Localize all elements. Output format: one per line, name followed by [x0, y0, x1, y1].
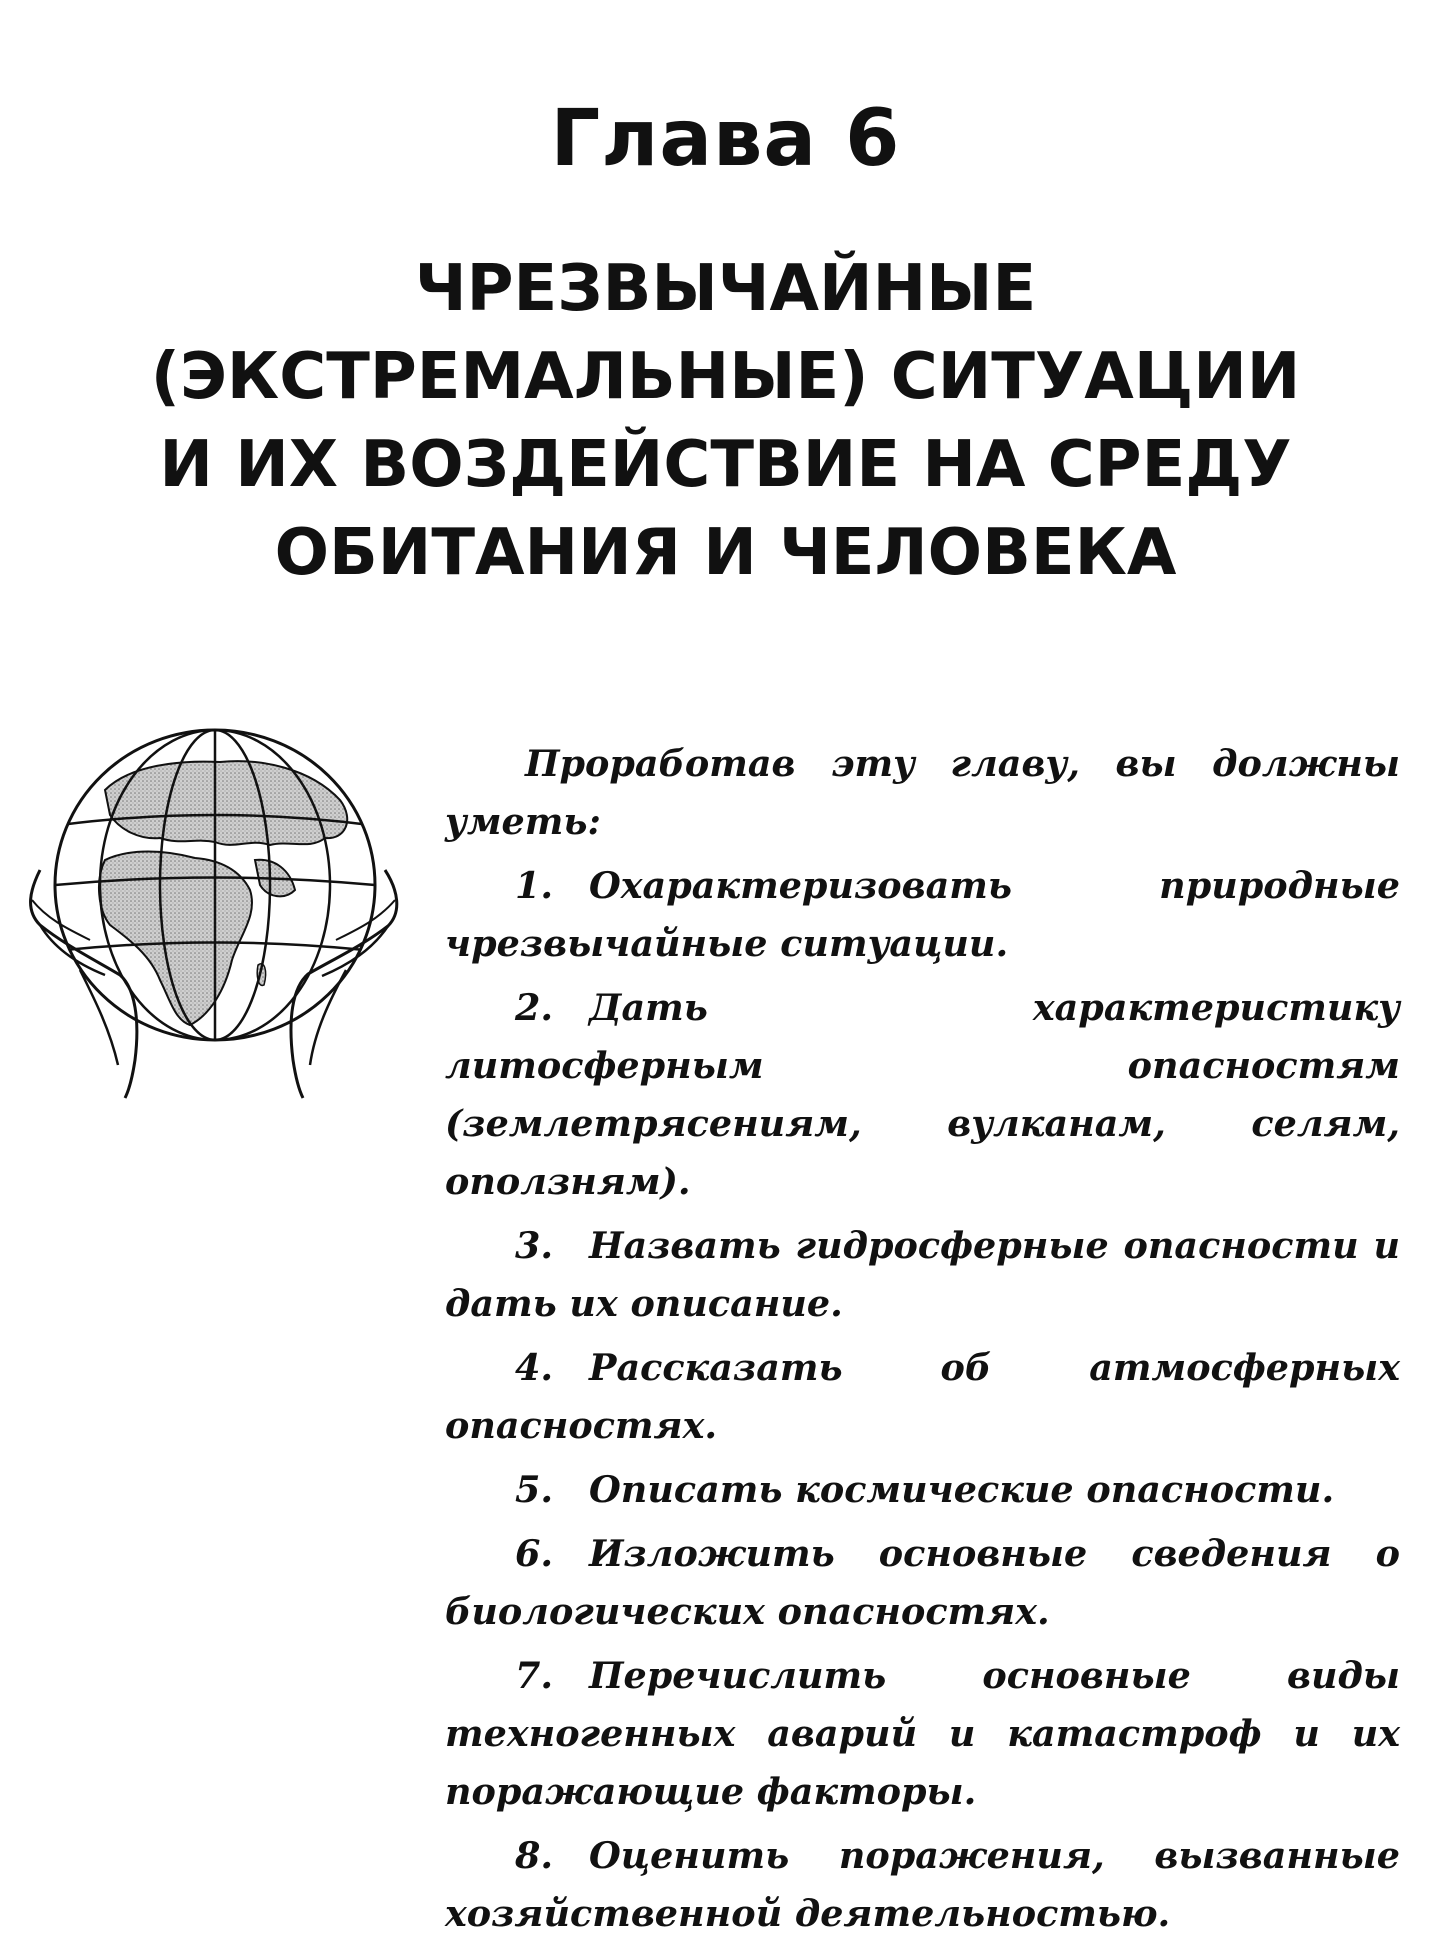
list-item — [445, 1827, 1400, 1943]
chapter-title-line: ЧРЕЗВЫЧАЙНЫЕ — [414, 252, 1037, 326]
list-item — [445, 1461, 1400, 1519]
list-item-number: 3. — [515, 1224, 554, 1267]
list-item-text: Рассказать об атмосферных опасностях. — [445, 1346, 1400, 1447]
list-item-number: 5. — [515, 1468, 554, 1511]
list-item-text: Перечислить основные виды техногенных аварий и катастроф и их поражающие факторы. — [445, 1654, 1400, 1813]
list-item-text: Оценить поражения, вызванные хозяйственной деятельностью. — [445, 1834, 1400, 1935]
list-item — [445, 857, 1400, 973]
list-item — [445, 1525, 1400, 1641]
list-item-text: Охарактеризовать природные чрезвычайные ситуации. — [445, 864, 1400, 965]
list-item — [445, 1339, 1400, 1455]
list-item-number: 7. — [515, 1654, 554, 1697]
list-item-text: Назвать гидросферные опасности и дать их описание. — [445, 1224, 1400, 1325]
chapter-objectives — [445, 735, 1400, 1949]
chapter-label: Глава 6 — [550, 94, 901, 184]
list-item-number: 6. — [515, 1532, 554, 1575]
list-item-number: 1. — [515, 864, 554, 907]
list-item — [445, 979, 1400, 1211]
chapter-title — [60, 245, 1391, 597]
globe-in-hands-icon — [10, 720, 410, 1100]
list-item-text: Изложить основные сведения о биологических опасностях. — [445, 1532, 1400, 1633]
chapter-title-line: И ИХ ВОЗДЕЙСТВИЕ НА СРЕДУ — [159, 428, 1292, 502]
chapter-title-line: ОБИТАНИЯ И ЧЕЛОВЕКА — [274, 516, 1177, 590]
list-item-number: 4. — [515, 1346, 554, 1389]
list-item — [445, 1217, 1400, 1333]
objectives-intro: Проработав эту главу, вы должны уметь: — [445, 742, 1400, 843]
list-item — [445, 1647, 1400, 1821]
list-item-number: 2. — [515, 986, 554, 1029]
list-item-number: 8. — [515, 1834, 554, 1877]
chapter-title-line: (ЭКСТРЕМАЛЬНЫЕ) СИТУАЦИИ — [150, 340, 1301, 414]
list-item-text: Дать характеристику литосферным опасностям (землетрясениям, вулканам, селям, оползням). — [445, 986, 1400, 1203]
list-item-text: Описать космические опасности. — [589, 1468, 1335, 1511]
